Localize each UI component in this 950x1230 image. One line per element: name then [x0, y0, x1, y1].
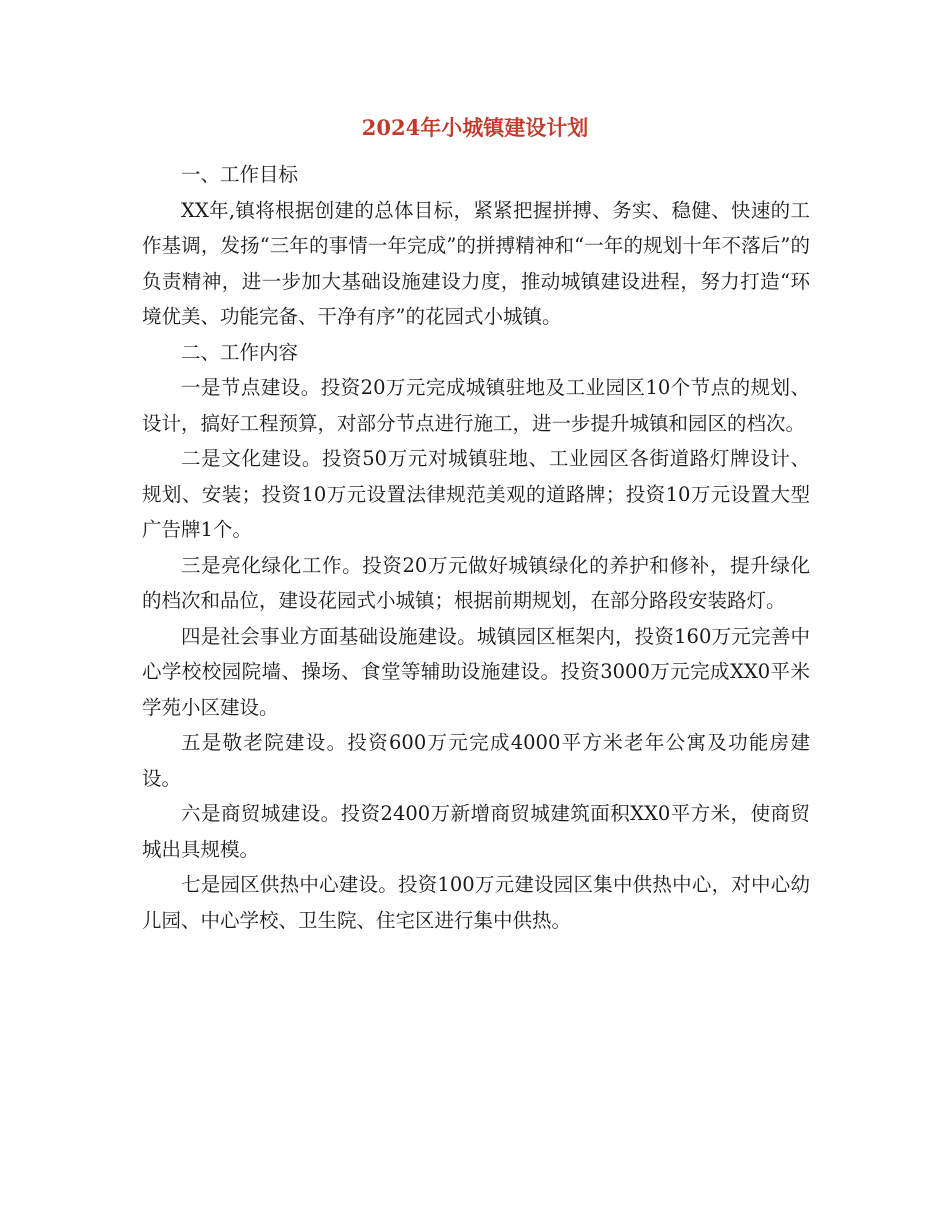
section-heading-content: 二、工作内容	[181, 340, 299, 364]
paragraph-trade-city: 六是商贸城建设。投资2400万新增商贸城建筑面积XX0平方米，使商贸城出具规模。	[142, 802, 810, 861]
paragraph-nursing-home: 五是敬老院建设。投资600万元完成4000平方米老年公寓及功能房建设。	[142, 731, 810, 790]
section-heading-goals: 一、工作目标	[181, 163, 299, 186]
paragraph-lighting-greening: 三是亮化绿化工作。投资20万元做好城镇绿化的养护和修补，提升绿化的档次和品位，建设花园式小城镇；根据前期规划，在部分路段安装路灯。	[142, 553, 810, 612]
document-title: 2024年小城镇建设计划	[361, 115, 589, 140]
document-body	[142, 157, 810, 938]
paragraph-social-infrastructure: 四是社会事业方面基础设施建设。城镇园区框架内，投资160万元完善中心学校校园院墙、操场、食堂等辅助设施建设。投资3000万元完成XX0平米学苑小区建设。	[142, 624, 810, 719]
paragraph-node-construction: 一是节点建设。投资20万元完成城镇驻地及工业园区10个节点的规划、设计，搞好工程预算，对部分节点进行施工，进一步提升城镇和园区的档次。	[142, 376, 810, 435]
paragraph-heating-center: 七是园区供热中心建设。投资100万元建设园区集中供热中心，对中心幼儿园、中心学校、卫生院、住宅区进行集中供热。	[142, 873, 810, 932]
paragraph-culture-construction: 二是文化建设。投资50万元对城镇驻地、工业园区各街道路灯牌设计、规划、安装；投资10万元设置法律规范美观的道路牌；投资10万元设置大型广告牌1个。	[142, 447, 810, 541]
paragraph-goals: XX年,镇将根据创建的总体目标，紧紧把握拼搏、务实、稳健、快速的工作基调，发扬“三年的事情一年完成”的拼搏精神和“一年的规划十年不落后”的负责精神，进一步加大基础设施建设力度，推动城镇建设进程，努力打造“环境优美、功能完备、干净有序”的花园式小城镇。	[142, 198, 810, 328]
